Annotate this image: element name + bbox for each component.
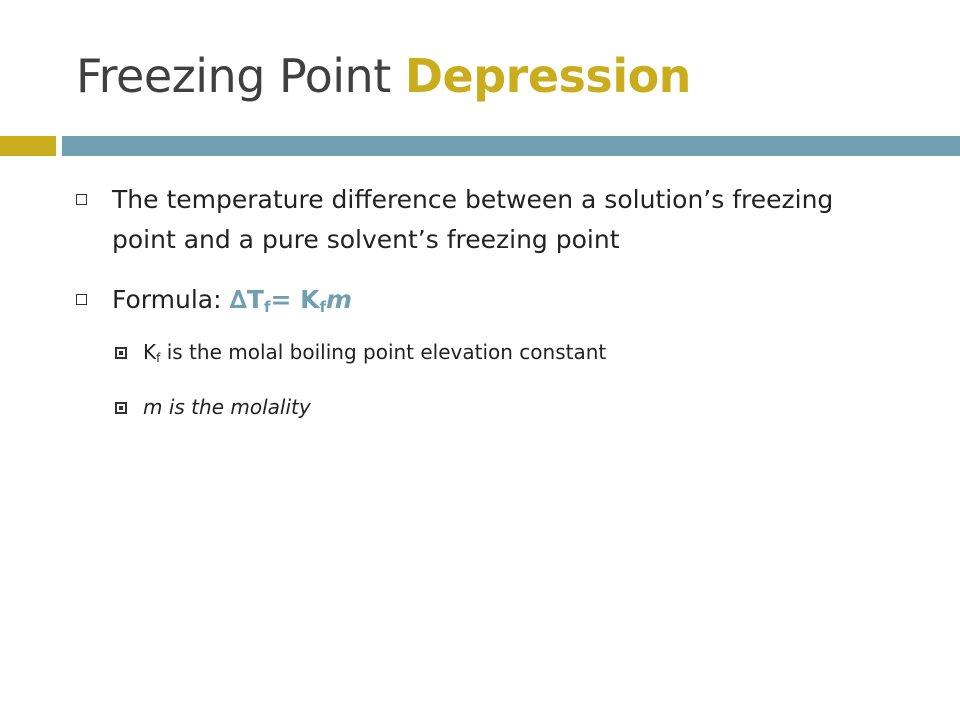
bullet-definition (112, 180, 892, 260)
formula-sub2: f (319, 297, 327, 316)
kf-symbol: K (143, 340, 157, 364)
hollow-square-icon (76, 294, 87, 305)
accent-bar-right (62, 136, 960, 156)
sub-bullet-molality (143, 392, 883, 422)
boxed-square-icon (115, 347, 127, 359)
formula-delta: ∆T (229, 285, 264, 314)
kf-subscript: f (156, 351, 161, 365)
kf-text: is the molal boiling point elevation constant (160, 340, 607, 364)
accent-bar-left (0, 136, 56, 156)
bullet-formula (112, 280, 892, 327)
formula-var: m (326, 285, 353, 314)
boxed-square-icon (115, 402, 127, 414)
formula-eq: = K (270, 285, 320, 314)
title-plain: Freezing Point (76, 49, 405, 103)
definition-text: The temperature difference between a solution’s freezing point and a pure solvent’s freezing point (112, 185, 834, 254)
hollow-square-icon (76, 194, 87, 205)
molality-text: m is the molality (143, 395, 311, 419)
slide-title (76, 46, 691, 106)
title-accent: Depression (404, 49, 691, 103)
formula-expression (229, 285, 352, 314)
formula-sub1: f (263, 297, 271, 316)
sub-bullet-kf (143, 337, 883, 373)
formula-prefix: Formula: (112, 285, 230, 314)
